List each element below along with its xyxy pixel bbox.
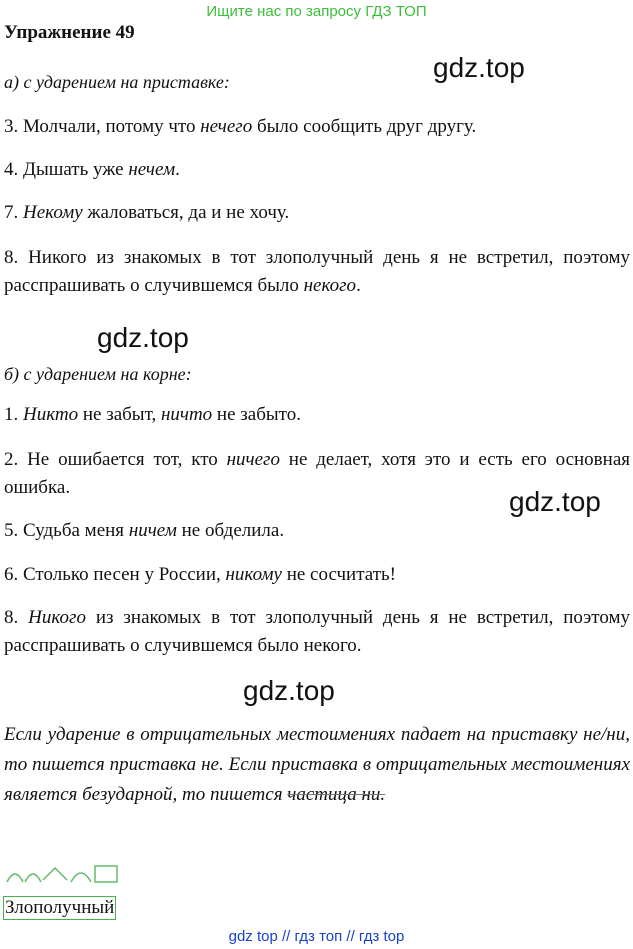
particle-ni: частица ни. — [287, 784, 386, 805]
section-b-heading: б) с ударением на корне: — [4, 364, 192, 384]
watermark: gdz.top — [97, 322, 189, 353]
watermark: gdz.top — [433, 52, 525, 83]
list-item: 6. Столько песен у России, никому не сосчитать! — [4, 564, 396, 585]
watermark: gdz.top — [243, 675, 335, 706]
list-item: 3. Молчали, потому что нечего было сообщить друг другу. — [4, 116, 477, 137]
list-item: 2. Не ошибается тот, кто ничего не делает, хотя это и есть его основная ошибка. — [4, 449, 630, 498]
word-scheme-icon — [3, 858, 129, 888]
list-item: 4. Дышать уже нечем. — [4, 159, 180, 180]
rule-text: Если ударение в отрицательных местоимениях падает на приставку не/ни, то пишется приставка не. Если приставка в отрицательных местоимениях является безударной, то пишется частица ни. — [4, 724, 630, 805]
list-item: 5. Судьба меня ничем не обделила. — [4, 520, 285, 541]
exercise-title: Упражнение 49 — [4, 22, 135, 43]
list-item: 7. Некому жаловаться, да и не хочу. — [4, 202, 290, 223]
word-analysis: Злополучный — [5, 897, 115, 918]
section-a-heading: а) с ударением на приставке: — [4, 72, 230, 92]
watermark: gdz.top — [509, 486, 601, 517]
top-banner[interactable]: Ищите нас по запросу ГДЗ ТОП — [206, 3, 427, 20]
list-item: 8. Никого из знакомых в тот злополучный день я не встретил, поэтому расспрашивать о случившемся было некого. — [4, 607, 631, 656]
list-item: 1. Никто не забыт, ничто не забыто. — [4, 404, 301, 425]
list-item: 8. Никого из знакомых в тот злополучный день я не встретил, поэтому расспрашивать о случившемся было некого. — [4, 247, 630, 296]
footer-links[interactable]: gdz top // гдз топ // гдз top — [228, 928, 405, 945]
